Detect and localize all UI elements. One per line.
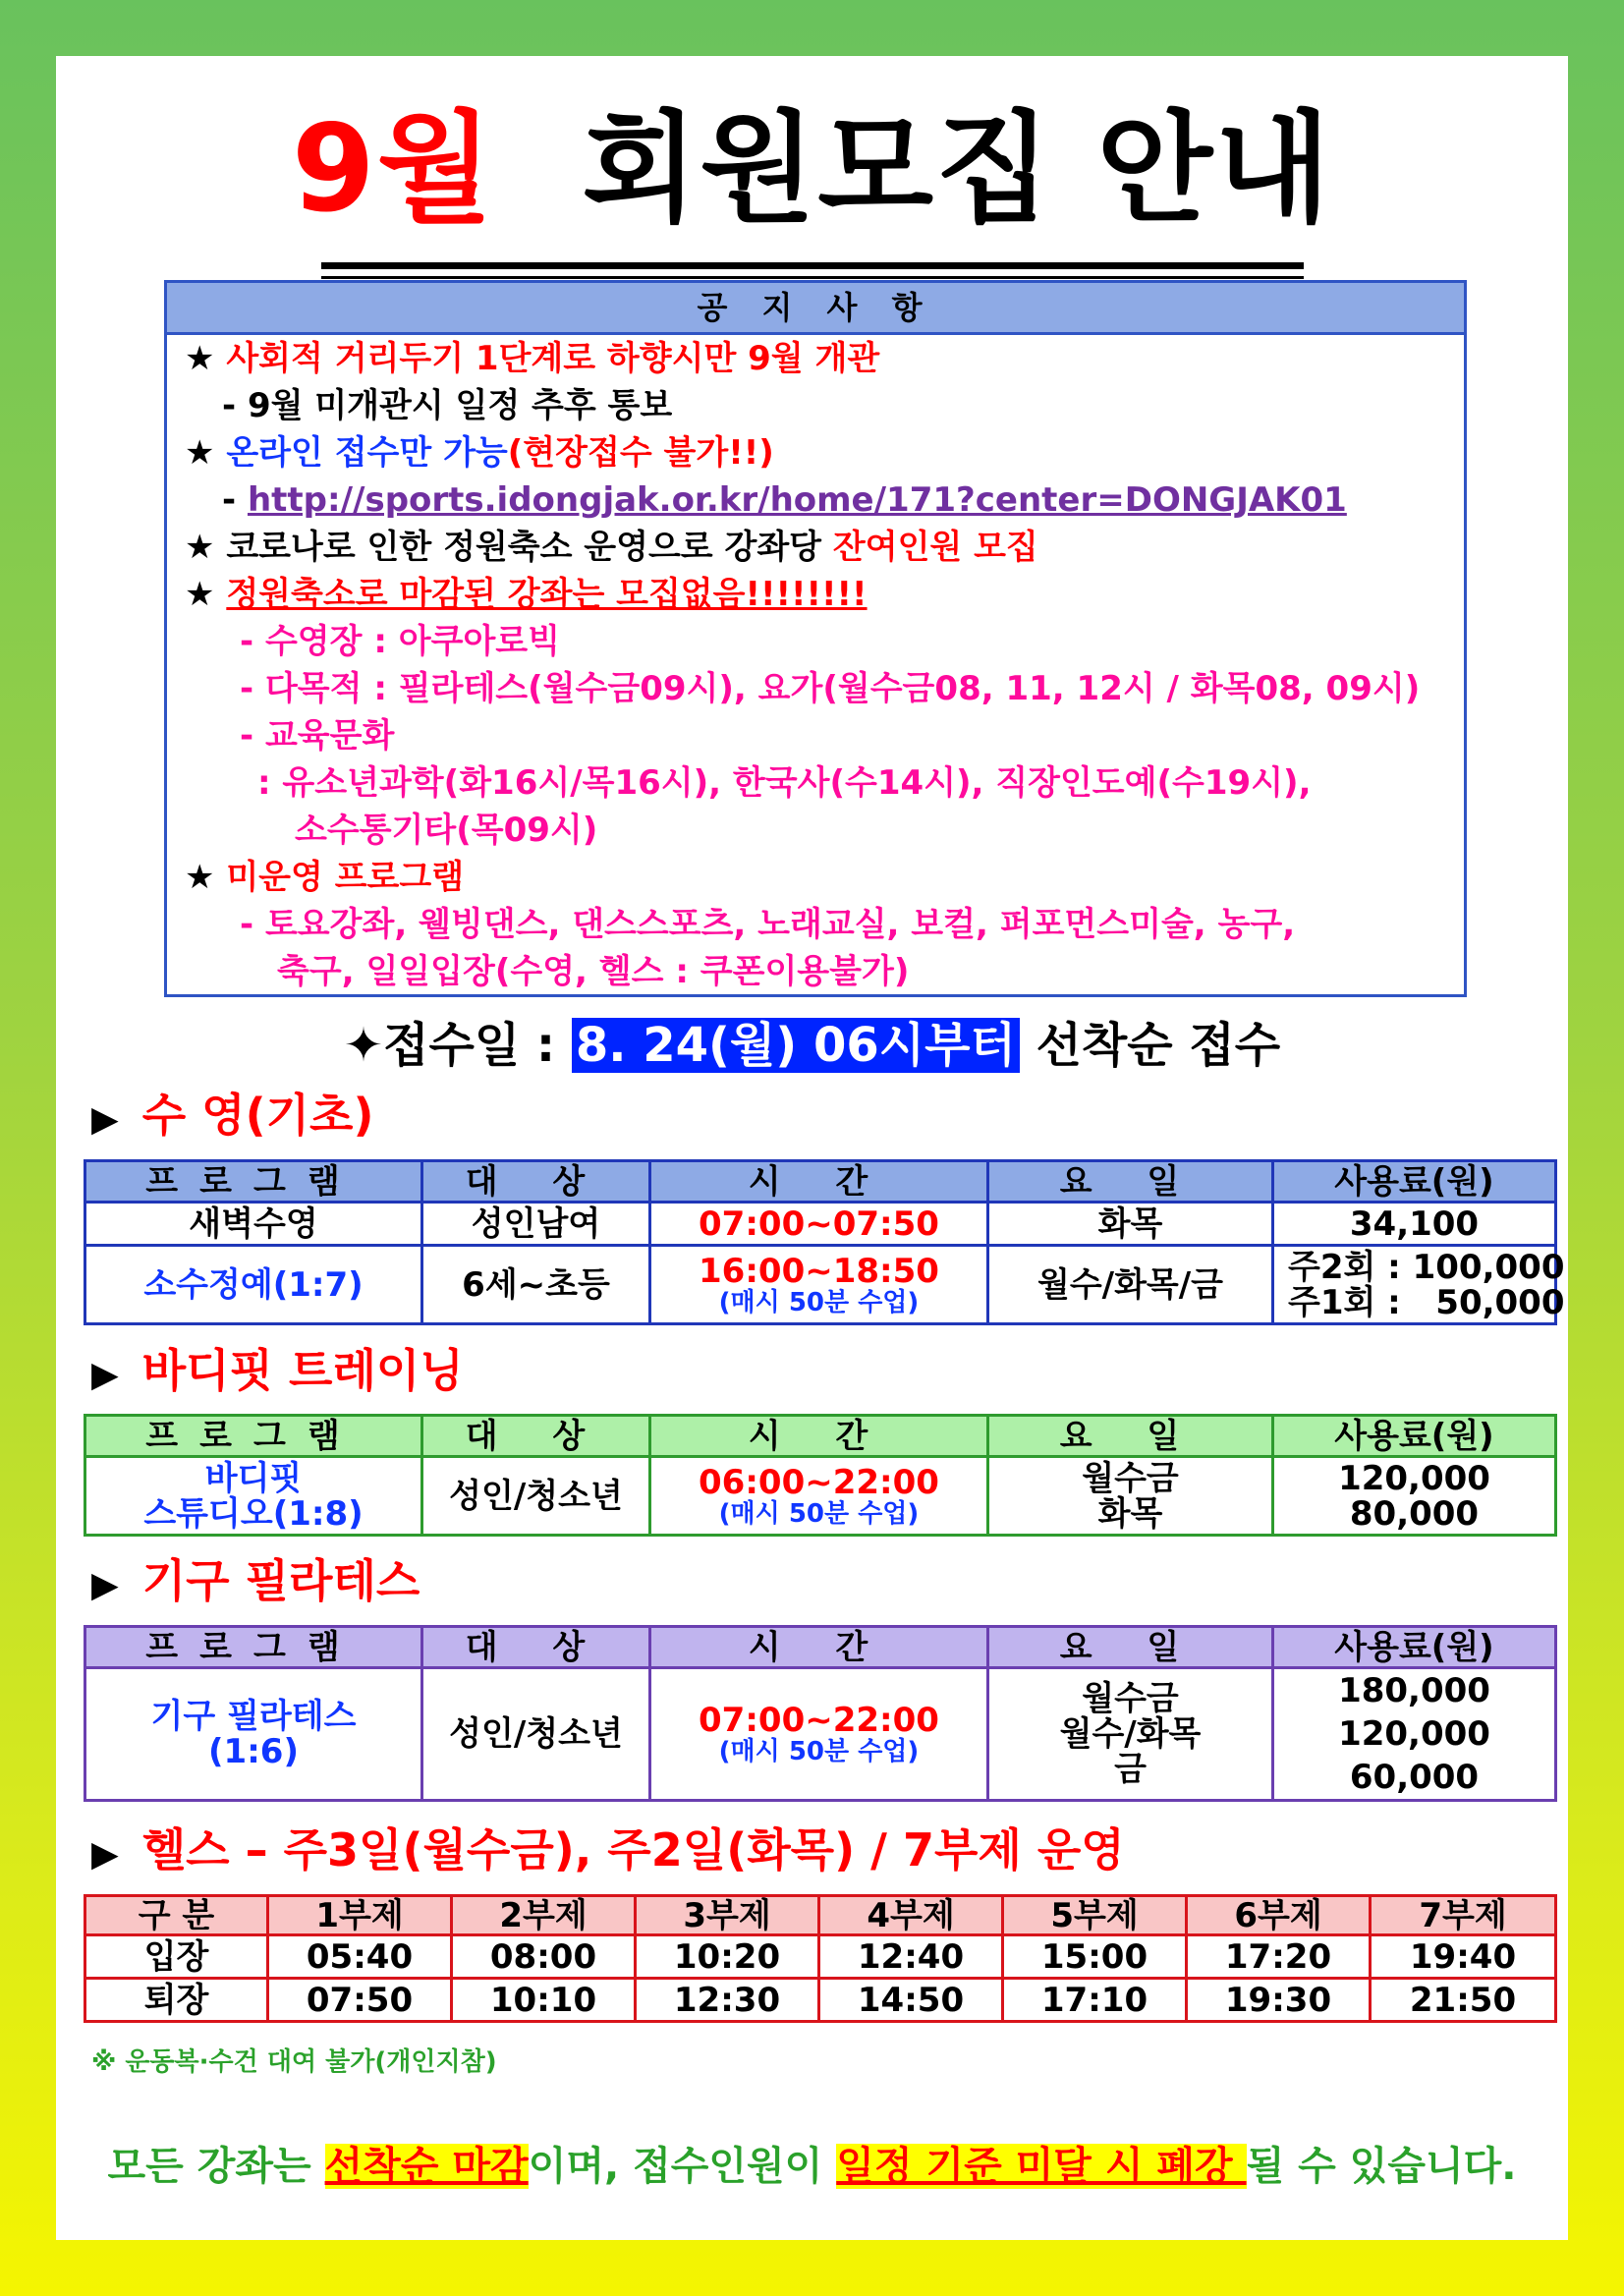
cell-time: 12:40: [819, 1935, 1003, 1979]
notice-line: [167, 335, 1464, 382]
notice-text: 사회적 거리두기 1단계로 하향시만 9월 개관: [226, 339, 880, 378]
header-days: 요 일: [988, 1627, 1273, 1668]
notice-text: 미운영 프로그램: [226, 858, 465, 897]
cell-time: [650, 1246, 988, 1324]
table-row: [85, 1203, 1556, 1246]
header-time: 시 간: [650, 1627, 988, 1668]
fee-line: 80,000: [1349, 1493, 1480, 1534]
page-title: [56, 95, 1568, 243]
reception-date-highlight: 8. 24(월) 06시부터: [572, 1018, 1020, 1073]
notice-line: [167, 429, 1464, 476]
header-program: 프로그램: [85, 1161, 422, 1203]
cell-time-value: 07:00~22:00: [699, 1701, 939, 1740]
header-cell: 1부제: [268, 1896, 452, 1935]
cell-fee: [1273, 1246, 1565, 1324]
cell-program: 소수정예(1:7): [85, 1246, 422, 1324]
cell-label: 퇴장: [85, 1979, 268, 2022]
fee-line: 120,000: [1338, 1714, 1490, 1754]
cell-program: [85, 1668, 422, 1801]
closing-highlight: 선착순 마감: [324, 2144, 529, 2189]
cell-time: 12:30: [636, 1979, 819, 2022]
reception-label: ✦접수일 :: [343, 1018, 572, 1073]
star-icon: ★: [185, 339, 215, 378]
cell-days: 월수/화목/금: [988, 1246, 1273, 1324]
notice-text: - 9월 미개관시 일정 추후 통보: [222, 386, 673, 425]
table-row: [85, 1457, 1556, 1536]
section-title-swim: [91, 1086, 374, 1149]
notice-text: 정원축소로 마감된 강좌는 모집없음!!!!!!!!: [226, 575, 868, 614]
cell-time: 07:00~07:50: [650, 1203, 988, 1246]
fee-line: 60,000: [1349, 1758, 1480, 1797]
header-target: 대 상: [422, 1161, 650, 1203]
days-line: 월수금: [1082, 1679, 1179, 1718]
days-line: 금: [1114, 1750, 1147, 1789]
cell-time-value: 06:00~22:00: [699, 1462, 939, 1502]
reception-suffix: 선착순 접수: [1019, 1018, 1281, 1073]
closing-text: 모든 강좌는: [107, 2144, 325, 2189]
cell-time: 17:20: [1187, 1935, 1371, 1979]
cell-label: 입장: [85, 1935, 268, 1979]
title-underline-thin: [321, 276, 1304, 279]
cell-fee: [1273, 1668, 1556, 1801]
program-line: 바디핏: [204, 1458, 303, 1498]
section-title-text: 수 영(기초): [141, 1089, 374, 1142]
header-time: 시 간: [650, 1161, 988, 1203]
notice-text: -: [222, 480, 237, 520]
triangle-icon: ▶: [91, 1355, 119, 1395]
header-fee: 사용료(원): [1273, 1416, 1556, 1457]
cell-time: 21:50: [1371, 1979, 1556, 2022]
section-title-bodyfit: [91, 1341, 464, 1405]
cell-time: 07:50: [268, 1979, 452, 2022]
cell-time: 08:00: [452, 1935, 636, 1979]
notice-line: [167, 712, 1464, 759]
star-icon: ★: [185, 433, 215, 473]
cell-time: 05:40: [268, 1935, 452, 1979]
header-cell: 5부제: [1003, 1896, 1187, 1935]
table-row: [85, 1246, 1556, 1324]
closing-text: 이며, 접수인원이: [528, 2144, 837, 2189]
header-program: 프로그램: [85, 1416, 422, 1457]
header-cell: 구 분: [85, 1896, 268, 1935]
cell-program: 새벽수영: [85, 1203, 422, 1246]
notice-line: [167, 665, 1464, 712]
header-target: 대 상: [422, 1416, 650, 1457]
notice-line: [167, 948, 1464, 995]
cell-fee: 34,100: [1273, 1203, 1556, 1246]
notice-text: : 유소년과학(화16시/목16시), 한국사(수14시), 직장인도예(수19시),: [257, 763, 1312, 803]
header-cell: 4부제: [819, 1896, 1003, 1935]
cell-time: 14:50: [819, 1979, 1003, 2022]
table-row: [85, 1979, 1556, 2022]
section-title-health: [91, 1820, 1125, 1884]
notice-text: 코로나로 인한 정원축소 운영으로 강좌당: [226, 528, 822, 567]
cell-time: 15:00: [1003, 1935, 1187, 1979]
closing-highlight: 일정 기준 미달 시 폐강: [836, 2144, 1247, 2189]
swim-table: [84, 1159, 1565, 1325]
closing-notice: [56, 2139, 1568, 2194]
notice-text: 소수통기타(목09시): [295, 811, 598, 850]
cell-time-note: (매시 50분 수업): [718, 1737, 920, 1766]
cell-target: 성인/청소년: [422, 1668, 650, 1801]
notice-line: [167, 807, 1464, 854]
notice-heading: 공 지 사 항: [167, 283, 1464, 335]
title-month: 9월: [291, 99, 495, 239]
program-line: (1:6): [208, 1732, 299, 1771]
star-icon: ★: [185, 528, 215, 567]
closing-text: 될 수 있습니다.: [1246, 2144, 1517, 2189]
header-program: 프로그램: [85, 1627, 422, 1668]
health-table: [84, 1894, 1557, 2023]
cell-time-note: (매시 50분 수업): [718, 1498, 920, 1529]
header-fee: 사용료(원): [1273, 1161, 1556, 1203]
fee-line: 주2회 : 100,000: [1288, 1247, 1565, 1287]
notice-sheet: [56, 56, 1568, 2240]
section-title-text: 헬스 – 주3일(월수금), 주2일(화목) / 7부제 운영: [141, 1823, 1125, 1876]
table-header-row: [85, 1896, 1556, 1935]
notice-line: [167, 901, 1464, 948]
header-cell: 2부제: [452, 1896, 636, 1935]
header-days: 요 일: [988, 1161, 1273, 1203]
triangle-icon: ▶: [91, 1834, 119, 1875]
bodyfit-table: [84, 1414, 1557, 1537]
notice-line: [167, 854, 1464, 901]
star-icon: ★: [185, 858, 215, 897]
days-line: 월수금: [1082, 1458, 1179, 1498]
header-time: 시 간: [650, 1416, 988, 1457]
fee-line: 주1회 : 50,000: [1288, 1282, 1565, 1322]
fee-line: 120,000: [1338, 1458, 1490, 1498]
cell-time: [650, 1668, 988, 1801]
notice-line: [167, 524, 1464, 571]
registration-link[interactable]: http://sports.idongjak.or.kr/home/171?center=DONGJAK01: [247, 480, 1347, 520]
days-line: 월수/화목: [1059, 1714, 1202, 1754]
cell-time: 10:10: [452, 1979, 636, 2022]
cell-time-value: 16:00~18:50: [699, 1251, 939, 1291]
notice-box: [164, 280, 1467, 997]
cell-time: 10:20: [636, 1935, 819, 1979]
title-text: 회원모집 안내: [582, 99, 1333, 239]
pilates-table: [84, 1625, 1557, 1802]
notice-text: - 교육문화: [240, 716, 395, 756]
section-title-text: 바디핏 트레이닝: [141, 1344, 464, 1397]
table-header-row: [85, 1627, 1556, 1668]
star-icon: ★: [185, 575, 215, 614]
triangle-icon: ▶: [91, 1099, 119, 1140]
table-row: [85, 1935, 1556, 1979]
notice-text: 온라인 접수만 가능: [226, 433, 508, 473]
header-days: 요 일: [988, 1416, 1273, 1457]
header-cell: 6부제: [1187, 1896, 1371, 1935]
section-title-pilates: [91, 1551, 420, 1615]
table-header-row: [85, 1161, 1556, 1203]
notice-text: 잔여인원 모집: [832, 528, 1038, 567]
cell-days: [988, 1457, 1273, 1536]
notice-text: (현장접수 불가!!): [507, 433, 774, 473]
cell-days: 화목: [988, 1203, 1273, 1246]
notice-text: - 다목적 : 필라테스(월수금09시), 요가(월수금08, 11, 12시 / 화목08, 09시): [240, 669, 1421, 708]
table-row: [85, 1668, 1556, 1801]
table-header-row: [85, 1416, 1556, 1457]
cell-fee: [1273, 1457, 1556, 1536]
header-target: 대 상: [422, 1627, 650, 1668]
title-underline: [321, 262, 1304, 269]
cell-time: 17:10: [1003, 1979, 1187, 2022]
notice-text: - 수영장 : 아쿠아로빅: [240, 622, 560, 661]
notice-text: 축구, 일일입장(수영, 헬스 : 쿠폰이용불가): [277, 952, 910, 991]
notice-line: [167, 382, 1464, 429]
triangle-icon: ▶: [91, 1565, 119, 1605]
header-cell: 3부제: [636, 1896, 819, 1935]
cell-time: 19:30: [1187, 1979, 1371, 2022]
header-fee: 사용료(원): [1273, 1627, 1556, 1668]
notice-line: [167, 618, 1464, 665]
notice-line: [167, 759, 1464, 807]
section-title-text: 기구 필라테스: [141, 1554, 420, 1607]
cell-program: [85, 1457, 422, 1536]
days-line: 화목: [1097, 1493, 1163, 1534]
header-cell: 7부제: [1371, 1896, 1556, 1935]
program-line: 스튜디오(1:8): [143, 1493, 364, 1534]
cell-time-note: (매시 50분 수업): [718, 1287, 920, 1317]
reception-date: [56, 1014, 1568, 1077]
cell-target: 6세~초등: [422, 1246, 650, 1324]
cell-time: 19:40: [1371, 1935, 1556, 1979]
fee-line: 180,000: [1338, 1671, 1490, 1710]
cell-time: [650, 1457, 988, 1536]
notice-line: [167, 476, 1464, 524]
notice-line: [167, 571, 1464, 618]
footnote: ※ 운동복·수건 대여 불가(개인지참): [91, 2047, 497, 2077]
cell-target: 성인남여: [422, 1203, 650, 1246]
notice-text: - 토요강좌, 웰빙댄스, 댄스스포츠, 노래교실, 보컬, 퍼포먼스미술, 농구,: [240, 905, 1296, 944]
cell-days: [988, 1668, 1273, 1801]
cell-target: 성인/청소년: [422, 1457, 650, 1536]
program-line: 기구 필라테스: [150, 1697, 357, 1736]
